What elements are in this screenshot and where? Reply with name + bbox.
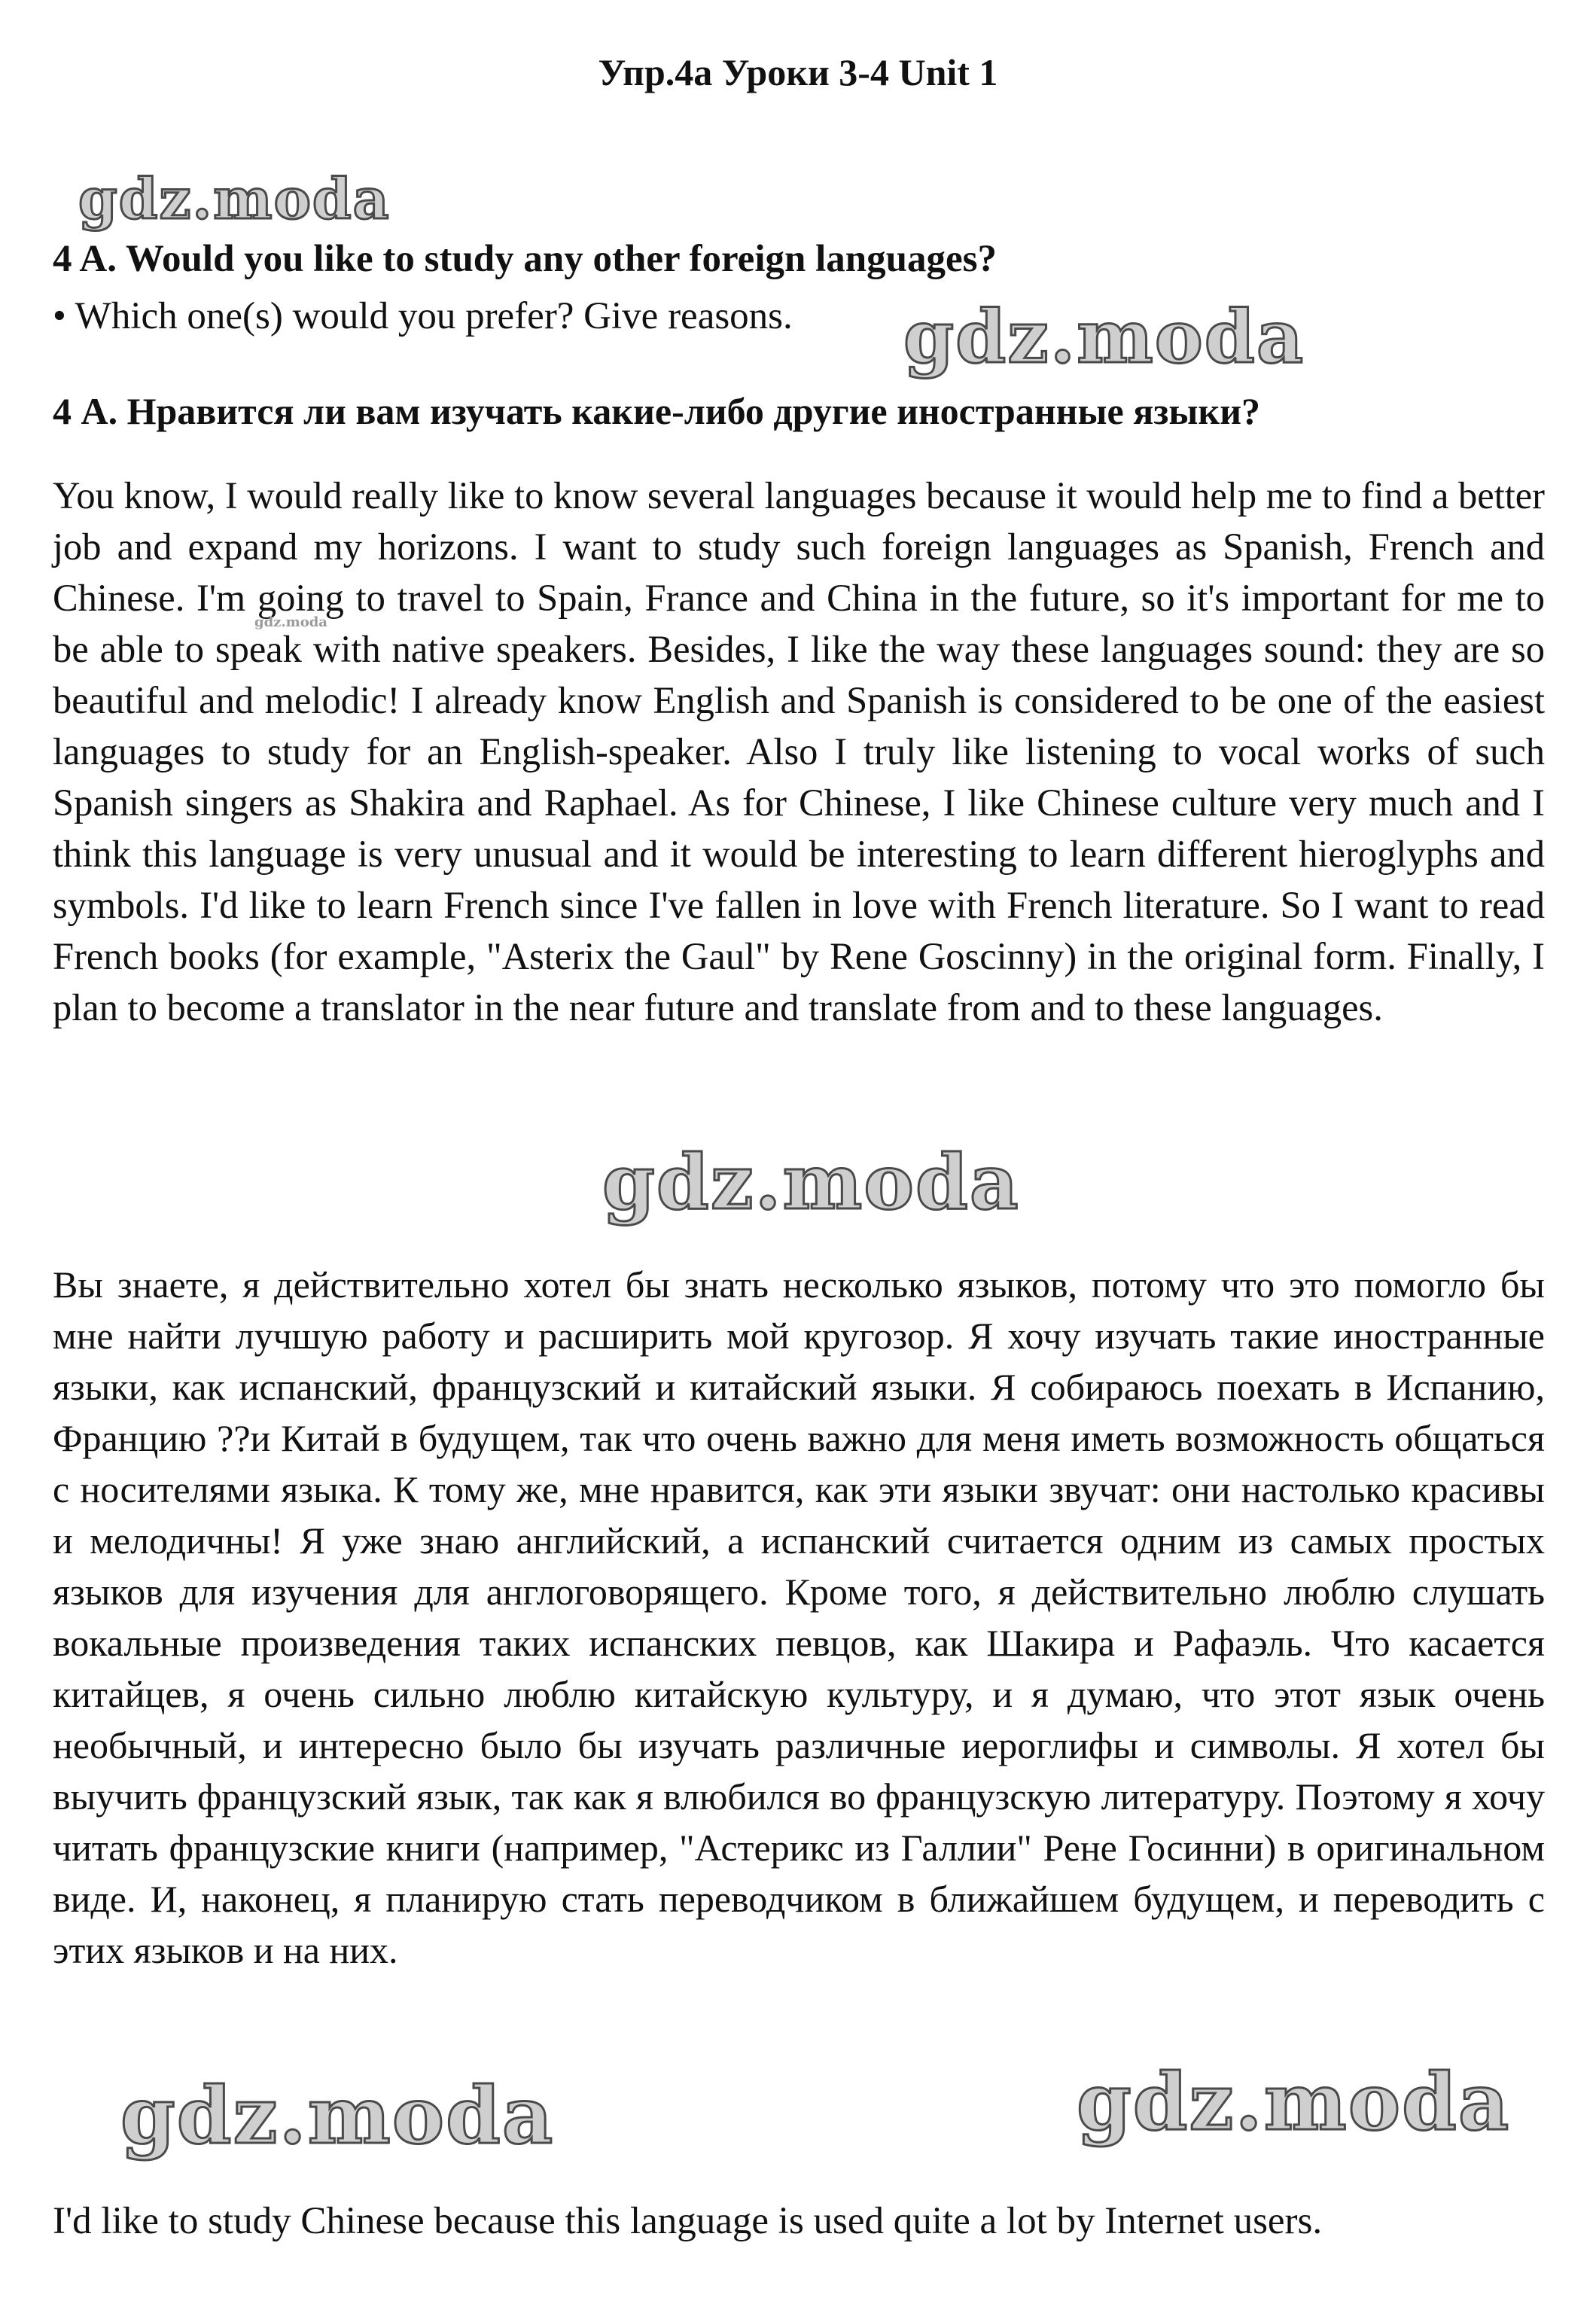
answer-ru-paragraph: Вы знаете, я действительно хотел бы знать несколько языков, потому что это помогло бы мне найти лучшую работу и расширить мой кругозор. Я хочу изучать такие иностранные языки, как испанский, французский и китайский языки. Я собираюсь поехать в Испанию, Францию ??и Китай в будущем, так что очень важно для меня иметь возможность общаться с носителями языка. К тому же, мне нравится, как эти языки звучат: они настолько красивы и мелодичны! Я уже знаю английский, а испанский считается одним из самых простых языков для изучения для англоговорящего. Кроме того, я действительно люблю слушать вокальные произведения таких испанских певцов, как Шакира и Рафаэль. Что касается китайцев, я очень сильно люблю китайскую культуру, и я думаю, что этот язык очень необычный, и интересно было бы изучать различные иероглифы и символы. Я хотел бы выучить французский язык, так как я влюбился во французскую литературу. Поэтому я хочу читать французские книги (например, "Астерикс из Галлии" Рене Госинни) в оригинальном виде. И, наконец, я планирую стать переводчиком в ближайшем будущем, и переводить с этих языков и на них. <box>53 1263 1545 1971</box>
watermark-logo-small: gdz.moda <box>254 614 327 630</box>
question-ru-heading: 4 А. Нравится ли вам изучать какие-либо другие иностранные языки? <box>53 390 1261 432</box>
watermark-logo: gdz.moda <box>602 1138 1020 1227</box>
page-title: Упр.4а Уроки 3-4 Unit 1 <box>598 51 998 93</box>
watermark-logo: gdz.moda <box>78 167 391 232</box>
answer-en-paragraph: You know, I would really like to know several languages because it would help me to find a better job and expand my horizons. I want to study such foreign languages as Spanish, French and Chinese. I'm going to travel to Spain, France and China in the future, so it's important for me to be able to speak with native speakers. Besides, I like the way these languages sound: they are so beautiful and melodic! I already know English and Spanish is considered to be one of the easiest languages to study for an English-speaker. Also I truly like listening to vocal works of such Spanish singers as Shakira and Raphael. As for Chinese, I like Chinese culture very much and I think this language is very unusual and it would be interesting to learn different hieroglyphs and symbols. I'd like to learn French since I've fallen in love with French literature. So I want to read French books (for example, "Asterix the Gaul" by Rene Goscinny) in the original form. Finally, I plan to become a translator in the near future and translate from and to these languages. <box>53 474 1545 1028</box>
question-en-heading: 4 A. Would you like to study any other foreign languages? <box>53 238 997 280</box>
question-bullet: • Which one(s) would you prefer? Give reasons. <box>53 295 793 337</box>
watermark-logo: gdz.moda <box>1077 2055 1511 2148</box>
watermark-logo: gdz.moda <box>903 294 1305 379</box>
watermark-logo: gdz.moda <box>120 2069 555 2162</box>
answer-short-line: I'd like to study Chinese because this language is used quite a lot by Internet users. <box>53 2200 1323 2242</box>
